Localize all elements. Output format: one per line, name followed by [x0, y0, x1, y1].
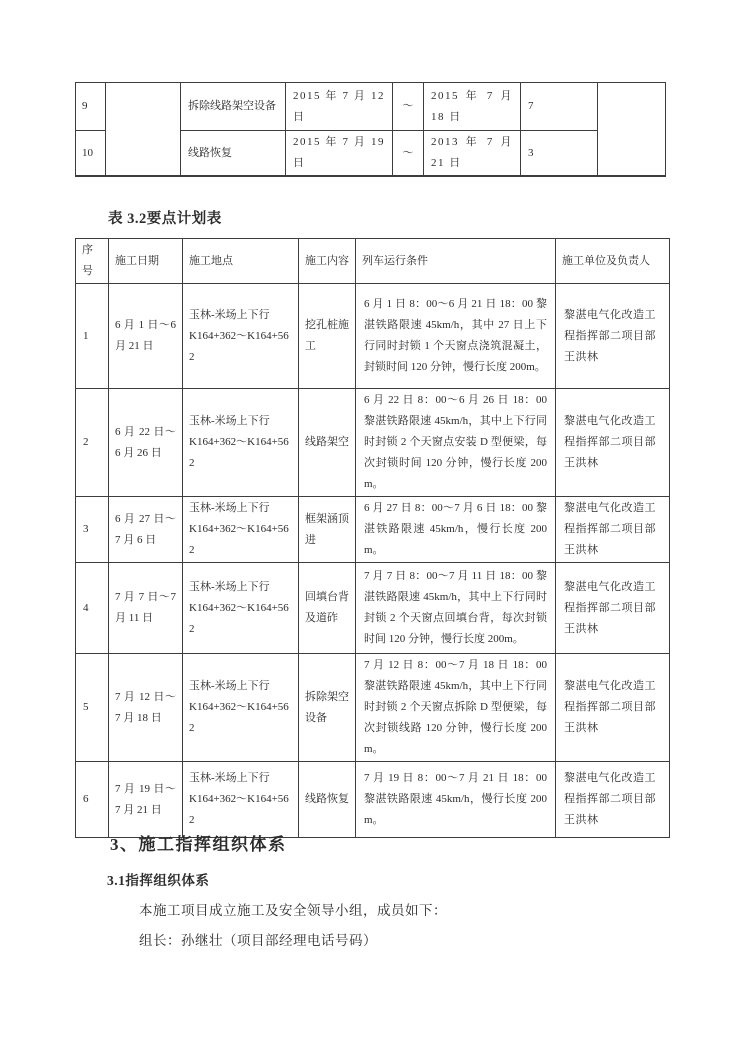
seq-cell: 3 — [76, 497, 109, 563]
tilde-cell: ～ — [393, 83, 424, 131]
location-section: 玉林-米场上下行 — [189, 580, 270, 593]
manager-name: 王洪林 — [564, 622, 599, 635]
location-section: 玉林-米场上下行 — [189, 680, 270, 692]
end-date-cell: 2013 年 7 月 21 日 — [424, 131, 521, 177]
col-header-seq: 序号 — [76, 239, 109, 284]
location-mileage: K164+362～K164+562 — [189, 601, 289, 635]
tilde-cell: ～ — [393, 131, 424, 177]
location-cell — [183, 497, 299, 563]
unit-cell — [556, 284, 670, 389]
content-cell: 线路架空 — [299, 389, 356, 497]
date-cell: 7 月 7 日～7 月 11 日 — [109, 563, 183, 654]
location-cell — [183, 563, 299, 654]
manager-name: 王洪林 — [564, 722, 599, 734]
condition-cell: 6 月 27 日 8：00～7 月 6 日 18：00 黎湛铁路限速 45km/h，慢行长度 200m。 — [356, 497, 556, 563]
col-header-content: 施工内容 — [299, 239, 356, 284]
unit-name: 黎湛电气化改造工程指挥部二项目部 — [564, 772, 656, 805]
seq-cell: 6 — [76, 762, 109, 838]
body-paragraph: 本施工项目成立施工及安全领导小组，成员如下： — [139, 903, 447, 918]
seq-cell: 5 — [76, 654, 109, 762]
body-paragraph: 组长：孙继壮（项目部经理电话号码） — [139, 933, 377, 948]
col-header-date: 施工日期 — [109, 239, 183, 284]
section-heading: 3、施工指挥组织体系 — [110, 835, 287, 854]
duration-cell: 7 — [521, 83, 598, 131]
location-mileage: K164+362～K164+562 — [189, 793, 289, 826]
date-cell: 6 月 22 日～6 月 26 日 — [109, 389, 183, 497]
task-cell: 线路恢复 — [181, 131, 286, 177]
end-date-cell: 2015 年 7 月 18 日 — [424, 83, 521, 131]
location-cell — [183, 284, 299, 389]
date-cell: 7 月 19 日～7 月 21 日 — [109, 762, 183, 838]
unit-name: 黎湛电气化改造工程指挥部二项目部 — [564, 580, 656, 614]
content-cell: 线路恢复 — [299, 762, 356, 838]
seq-cell: 9 — [76, 83, 106, 131]
continuation-table — [75, 82, 666, 177]
seq-cell: 10 — [76, 131, 106, 177]
location-cell — [183, 762, 299, 838]
unit-cell — [556, 563, 670, 654]
table-row — [76, 389, 670, 497]
condition-cell: 7 月 7 日 8：00～7 月 11 日 18：00 黎湛铁路限速 45km/h，其中上下行同时封锁 2 个天窗点回填台背，每次封锁时间 120 分钟，慢行长度 200m。 — [356, 563, 556, 654]
subsection-heading: 3.1指挥组织体系 — [107, 873, 210, 888]
condition-cell: 7 月 12 日 8：00～7 月 18 日 18：00 黎湛铁路限速 45km/h，其中上下行同时封锁 2 个天窗点拆除 D 型便梁，每次封锁线路 120 分钟，慢行长度 200m。 — [356, 654, 556, 762]
location-mileage: K164+362～K164+562 — [189, 329, 289, 363]
start-date-cell: 2015 年 7 月 12 日 — [286, 83, 393, 131]
location-section: 玉林-米场上下行 — [189, 415, 270, 427]
merged-empty-cell — [106, 83, 181, 177]
table-row — [76, 497, 670, 563]
key-plan-table — [75, 238, 670, 838]
col-header-unit: 施工单位及负责人 — [556, 239, 670, 284]
location-mileage: K164+362～K164+562 — [189, 523, 289, 556]
manager-name: 王洪林 — [564, 814, 599, 826]
col-header-location: 施工地点 — [183, 239, 299, 284]
task-cell: 拆除线路架空设备 — [181, 83, 286, 131]
content-cell: 拆除架空设备 — [299, 654, 356, 762]
condition-cell: 7 月 19 日 8：00～7 月 21 日 18：00 黎湛铁路限速 45km/h，慢行长度 200m。 — [356, 762, 556, 838]
location-section: 玉林-米场上下行 — [189, 502, 270, 514]
location-mileage: K164+362～K164+562 — [189, 701, 289, 734]
unit-name: 黎湛电气化改造工程指挥部二项目部 — [564, 680, 656, 713]
location-mileage: K164+362～K164+562 — [189, 436, 289, 469]
content-cell: 回填台背及道砟 — [299, 563, 356, 654]
duration-cell: 3 — [521, 131, 598, 177]
start-date-cell: 2015 年 7 月 19 日 — [286, 131, 393, 177]
unit-name: 黎湛电气化改造工程指挥部二项目部 — [564, 502, 656, 535]
location-cell — [183, 389, 299, 497]
seq-cell: 1 — [76, 284, 109, 389]
table-row — [76, 284, 670, 389]
date-cell: 6 月 1 日～6 月 21 日 — [109, 284, 183, 389]
unit-cell — [556, 497, 670, 563]
merged-empty-cell — [598, 83, 666, 177]
unit-name: 黎湛电气化改造工程指挥部二项目部 — [564, 415, 656, 448]
content-cell: 框架涵顶进 — [299, 497, 356, 563]
header-row — [76, 239, 670, 284]
table-row — [76, 563, 670, 654]
date-cell: 7 月 12 日～7 月 18 日 — [109, 654, 183, 762]
content-cell: 挖孔桩施工 — [299, 284, 356, 389]
manager-name: 王洪林 — [564, 544, 599, 556]
table-row — [76, 83, 666, 131]
col-header-condition: 列车运行条件 — [356, 239, 556, 284]
location-section: 玉林-米场上下行 — [189, 308, 270, 321]
condition-cell: 6 月 22 日 8：00～6 月 26 日 18：00 黎湛铁路限速 45km/h，其中上下行同时封锁 2 个天窗点安装 D 型便梁，每次封锁时间 120 分钟，慢行长度 200m。 — [356, 389, 556, 497]
table-row — [76, 654, 670, 762]
table-title: 表 3.2要点计划表 — [108, 211, 222, 227]
manager-name: 王洪林 — [564, 457, 599, 469]
unit-cell — [556, 762, 670, 838]
location-cell — [183, 654, 299, 762]
unit-cell — [556, 389, 670, 497]
unit-name: 黎湛电气化改造工程指挥部二项目部 — [564, 308, 656, 342]
table-row — [76, 762, 670, 838]
date-cell: 6 月 27 日～7 月 6 日 — [109, 497, 183, 563]
condition-cell: 6 月 1 日 8：00～6 月 21 日 18：00 黎湛铁路限速 45km/h，其中 27 日上下行同时封锁 1 个天窗点浇筑混凝土，封锁时间 120 分钟，慢行长度 200m。 — [356, 284, 556, 389]
unit-cell — [556, 654, 670, 762]
seq-cell: 4 — [76, 563, 109, 654]
seq-cell: 2 — [76, 389, 109, 497]
location-section: 玉林-米场上下行 — [189, 772, 270, 784]
manager-name: 王洪林 — [564, 350, 599, 363]
